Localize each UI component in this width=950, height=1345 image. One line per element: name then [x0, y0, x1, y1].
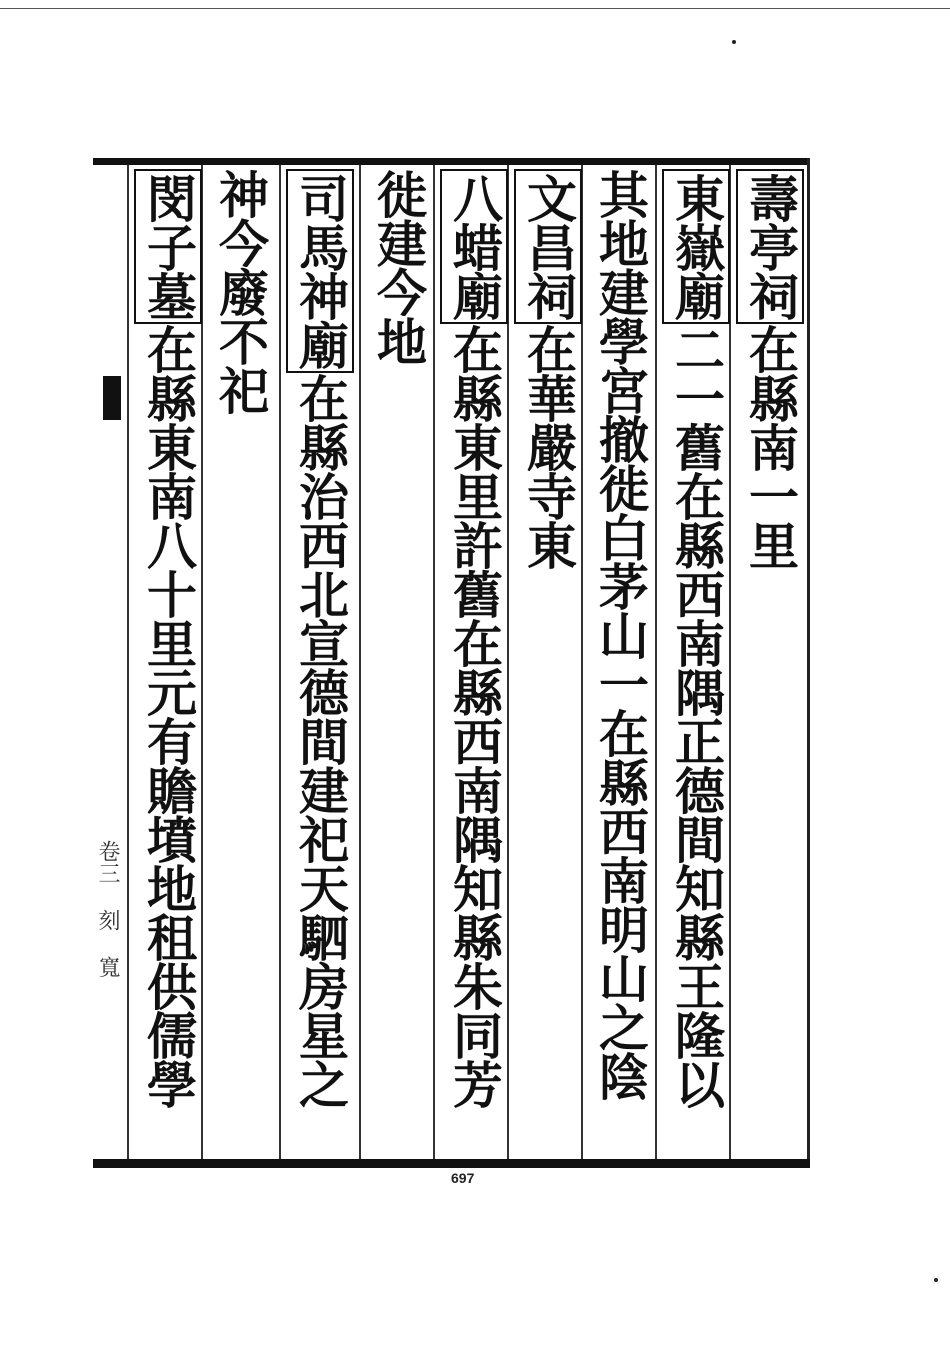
column-divider	[433, 165, 435, 1159]
text-column	[205, 165, 275, 1159]
entry-body: 神今廢不祀	[211, 169, 270, 414]
text-column	[659, 165, 729, 1159]
entry-body: 在縣南一里	[741, 324, 800, 569]
column-text	[134, 169, 202, 1108]
entry-title: 文昌祠	[514, 169, 582, 324]
column-divider	[279, 165, 281, 1159]
speck	[732, 40, 736, 44]
entry-title: 東嶽廟	[662, 169, 730, 324]
column-divider	[127, 165, 129, 1159]
column-text	[440, 169, 508, 1108]
text-column	[131, 165, 201, 1159]
text-column	[437, 165, 507, 1159]
column-text	[366, 169, 430, 365]
entry-body: 在縣東南八十里元有贍墳地租供儒學	[139, 324, 198, 1108]
entry-title: 司馬神廟	[286, 169, 354, 373]
frame-bottom-border	[93, 1159, 810, 1168]
column-text	[736, 169, 804, 569]
page-number: 697	[451, 1170, 475, 1186]
page-gutter	[93, 360, 123, 1150]
entry-title: 閔子墓	[134, 169, 202, 324]
frame-top-border	[93, 158, 810, 165]
text-column	[733, 165, 803, 1159]
column-text	[588, 169, 652, 1100]
entry-title: 壽亭祠	[736, 169, 804, 324]
column-divider	[359, 165, 361, 1159]
entry-title: 八蜡廟	[440, 169, 508, 324]
fish-tail-mark	[103, 376, 121, 420]
column-text	[514, 169, 582, 569]
column-divider	[655, 165, 657, 1159]
text-column	[363, 165, 433, 1159]
text-frame	[93, 150, 810, 1168]
entry-body: 在縣治西北宣德間建祀天駟房星之	[291, 373, 350, 1108]
entry-body: 在華嚴寺東	[519, 324, 578, 569]
entry-body: 其地建學宮撤徙白茅山一在縣西南明山之陰	[591, 169, 650, 1100]
text-column	[511, 165, 581, 1159]
gutter-text: 卷三 刻 寬	[95, 840, 120, 978]
column-text	[662, 169, 730, 1108]
entry-body: 二一舊在縣西南隅正德間知縣王隆以	[667, 324, 726, 1108]
text-column	[283, 165, 353, 1159]
frame-right-border	[807, 158, 810, 1168]
column-text	[286, 169, 354, 1108]
speck	[934, 1278, 938, 1282]
top-rule	[0, 8, 950, 9]
entry-body: 徙建今地	[369, 169, 428, 365]
entry-body: 在縣東里許舊在縣西南隅知縣朱同芳	[445, 324, 504, 1108]
text-column	[585, 165, 655, 1159]
column-text	[208, 169, 272, 414]
